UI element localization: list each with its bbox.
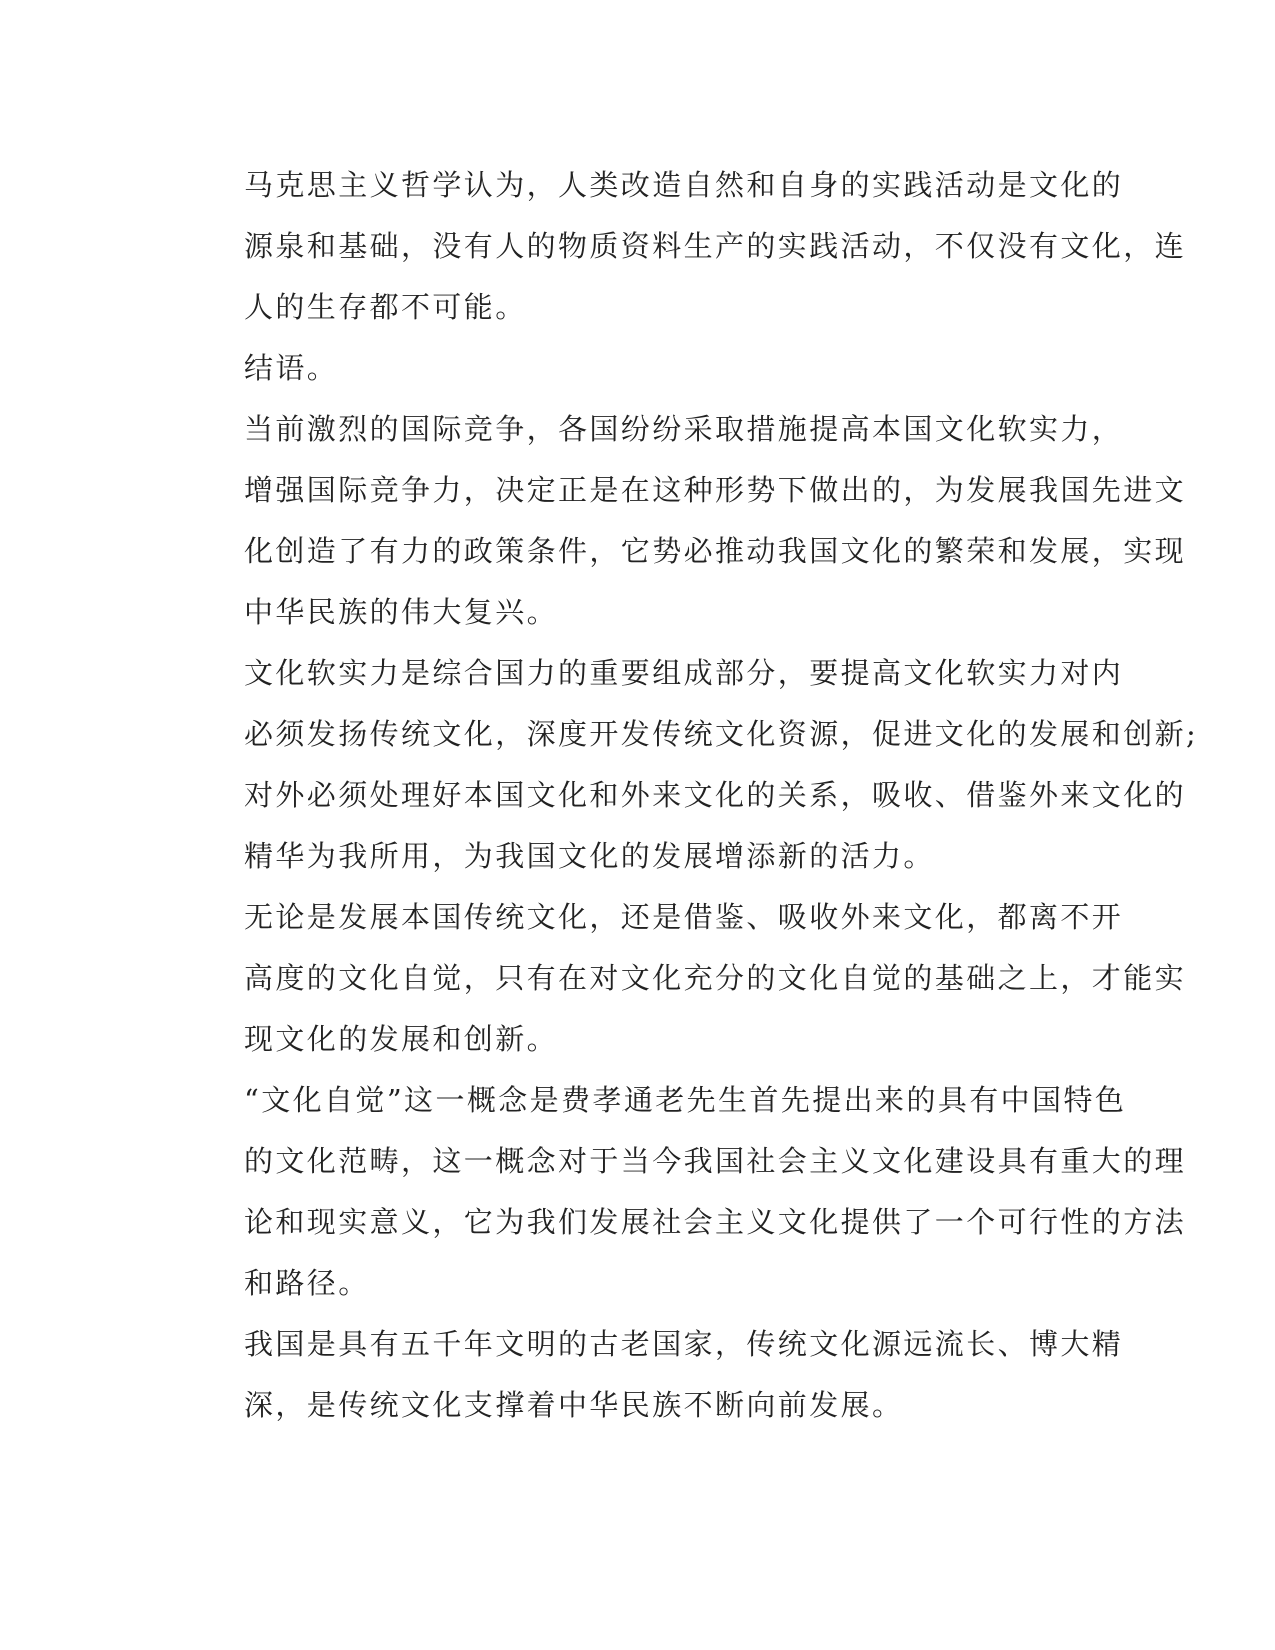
- paragraph-line: 中华民族的伟大复兴。: [244, 595, 559, 629]
- paragraph-line: 增强国际竞争力，决定正是在这种形势下做出的，为发展我国先进文: [244, 473, 1187, 507]
- paragraph-line: 高度的文化自觉，只有在对文化充分的文化自觉的基础之上，才能实: [244, 961, 1187, 995]
- section-heading-conclusion: [186, 338, 1086, 399]
- paragraph-line: 对外必须处理好本国文化和外来文化的关系，吸收、借鉴外来文化的: [244, 778, 1187, 812]
- paragraph-line: 人的生存都不可能。: [244, 290, 527, 324]
- paragraph-line: 和路径。: [244, 1266, 370, 1300]
- paragraph-line: 的文化范畴，这一概念对于当今我国社会主义文化建设具有重大的理: [244, 1144, 1187, 1178]
- paragraph-line: 我国是具有五千年文明的古老国家，传统文化源远流长、博大精: [244, 1327, 1124, 1361]
- paragraph-line: 论和现实意义，它为我们发展社会主义文化提供了一个可行性的方法: [244, 1205, 1187, 1239]
- paragraph-line: 精华为我所用，为我国文化的发展增添新的活力。: [244, 839, 935, 873]
- paragraph-line: 深，是传统文化支撑着中华民族不断向前发展。: [244, 1388, 904, 1422]
- paragraph-soft-power: [186, 643, 1199, 887]
- paragraph-line: “文化自觉”这一概念是费孝通老先生首先提出来的具有中国特色: [244, 1083, 1127, 1117]
- paragraph-five-thousand-years: [186, 1314, 1124, 1436]
- paragraph-cultural-consciousness: [186, 887, 1187, 1070]
- paragraph-line: 当前激烈的国际竞争，各国纷纷采取措施提高本国文化软实力，: [244, 412, 1124, 446]
- paragraph-line: 结语。: [244, 351, 339, 385]
- paragraph-line: 源泉和基础，没有人的物质资料生产的实践活动，不仅没有文化，连: [244, 229, 1187, 263]
- paragraph-international-competition: [186, 399, 1187, 643]
- paragraph-line: 现文化的发展和创新。: [244, 1022, 559, 1056]
- paragraph-line: 必须发扬传统文化，深度开发传统文化资源，促进文化的发展和创新;: [244, 717, 1199, 751]
- paragraph-line: 化创造了有力的政策条件，它势必推动我国文化的繁荣和发展，实现: [244, 534, 1187, 568]
- paragraph-line: 文化软实力是综合国力的重要组成部分，要提高文化软实力对内: [244, 656, 1124, 690]
- paragraph-line: 马克思主义哲学认为，人类改造自然和自身的实践活动是文化的: [244, 168, 1124, 202]
- document-body: [186, 155, 1199, 1436]
- paragraph-fei-xiaotong: [186, 1070, 1187, 1314]
- paragraph-marxism-practice: [186, 155, 1187, 338]
- paragraph-line: 无论是发展本国传统文化，还是借鉴、吸收外来文化，都离不开: [244, 900, 1124, 934]
